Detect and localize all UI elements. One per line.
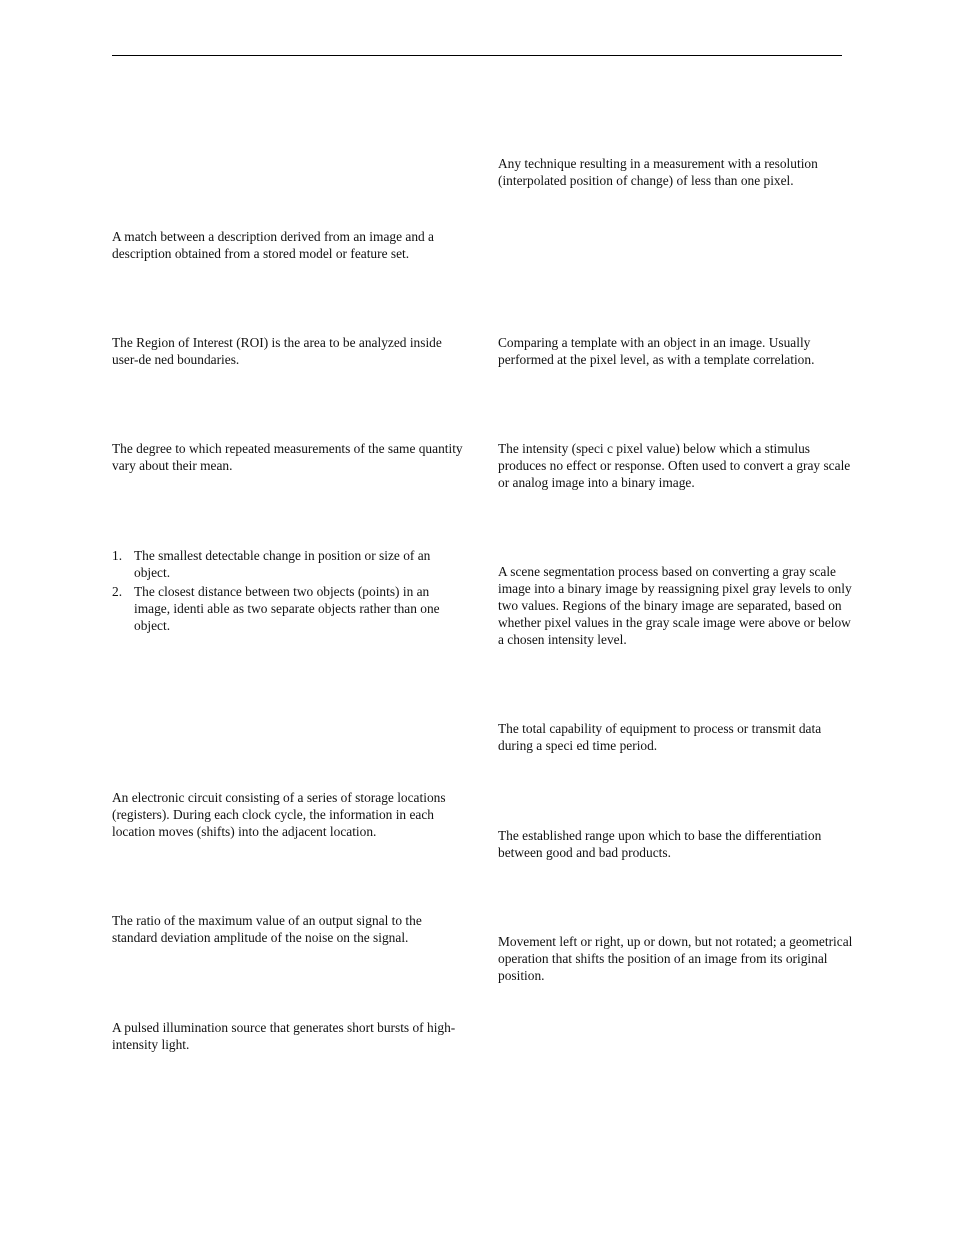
definition-text: The total capability of equipment to process or transmit data during a speci ed time period. bbox=[498, 721, 822, 753]
list-item bbox=[112, 547, 468, 581]
definition-snr bbox=[112, 912, 468, 946]
definition-text: A match between a description derived from an image and a description obtained from a stored model or feature set. bbox=[112, 229, 434, 261]
definition-text: The intensity (speci c pixel value) below which a stimulus produces no effect or response. Often used to convert a gray scale or analog image into a binary image. bbox=[498, 441, 851, 490]
definition-tolerance bbox=[498, 827, 858, 861]
definition-text: An electronic circuit consisting of a series of storage locations (registers). During each clock cycle, the information in each location moves (shifts) into the adjacent location. bbox=[112, 790, 446, 839]
list-item-text: The smallest detectable change in position or size of an object. bbox=[134, 548, 431, 580]
definition-thresholding bbox=[498, 563, 858, 648]
list-number: 1. bbox=[112, 548, 123, 563]
numbered-list bbox=[112, 547, 468, 634]
definition-text: The ratio of the maximum value of an output signal to the standard deviation amplitude of the noise on the signal. bbox=[112, 913, 422, 945]
definition-text: A pulsed illumination source that generates short bursts of high-intensity light. bbox=[112, 1020, 456, 1052]
definition-roi bbox=[112, 334, 468, 368]
definition-match bbox=[112, 228, 468, 262]
definition-strobe bbox=[112, 1019, 468, 1053]
definition-repeatability bbox=[112, 440, 468, 474]
definition-text: The Region of Interest (ROI) is the area to be analyzed inside user-de ned boundaries. bbox=[112, 335, 442, 367]
definition-text: The degree to which repeated measurements of the same quantity vary about their mean. bbox=[112, 441, 463, 473]
definition-resolution bbox=[112, 547, 468, 636]
list-item bbox=[112, 583, 468, 634]
definition-text: A scene segmentation process based on converting a gray scale image into a binary image by reassigning pixel gray levels to only two values. Regions of the binary image are separated, based on whether pixel values in the gray scale image were above or below a chosen intensity level. bbox=[498, 564, 852, 647]
header-rule bbox=[112, 55, 842, 56]
definition-text: Comparing a template with an object in an image. Usually performed at the pixel level, as with a template correlation. bbox=[498, 335, 815, 367]
definition-template-match bbox=[498, 334, 858, 368]
list-item-text: The closest distance between two objects (points) in an image, identi able as two separate objects rather than one object. bbox=[134, 584, 440, 633]
list-number: 2. bbox=[112, 584, 123, 599]
definition-shift-register bbox=[112, 789, 468, 840]
definition-threshold bbox=[498, 440, 858, 491]
definition-text: Any technique resulting in a measurement with a resolution (interpolated position of change) of less than one pixel. bbox=[498, 156, 818, 188]
definition-subpixel bbox=[498, 155, 858, 189]
definition-throughput bbox=[498, 720, 858, 754]
definition-text: Movement left or right, up or down, but not rotated; a geometrical operation that shifts the position of an image from its original position. bbox=[498, 934, 853, 983]
definition-text: The established range upon which to base the differentiation between good and bad products. bbox=[498, 828, 822, 860]
definition-translation bbox=[498, 933, 858, 984]
